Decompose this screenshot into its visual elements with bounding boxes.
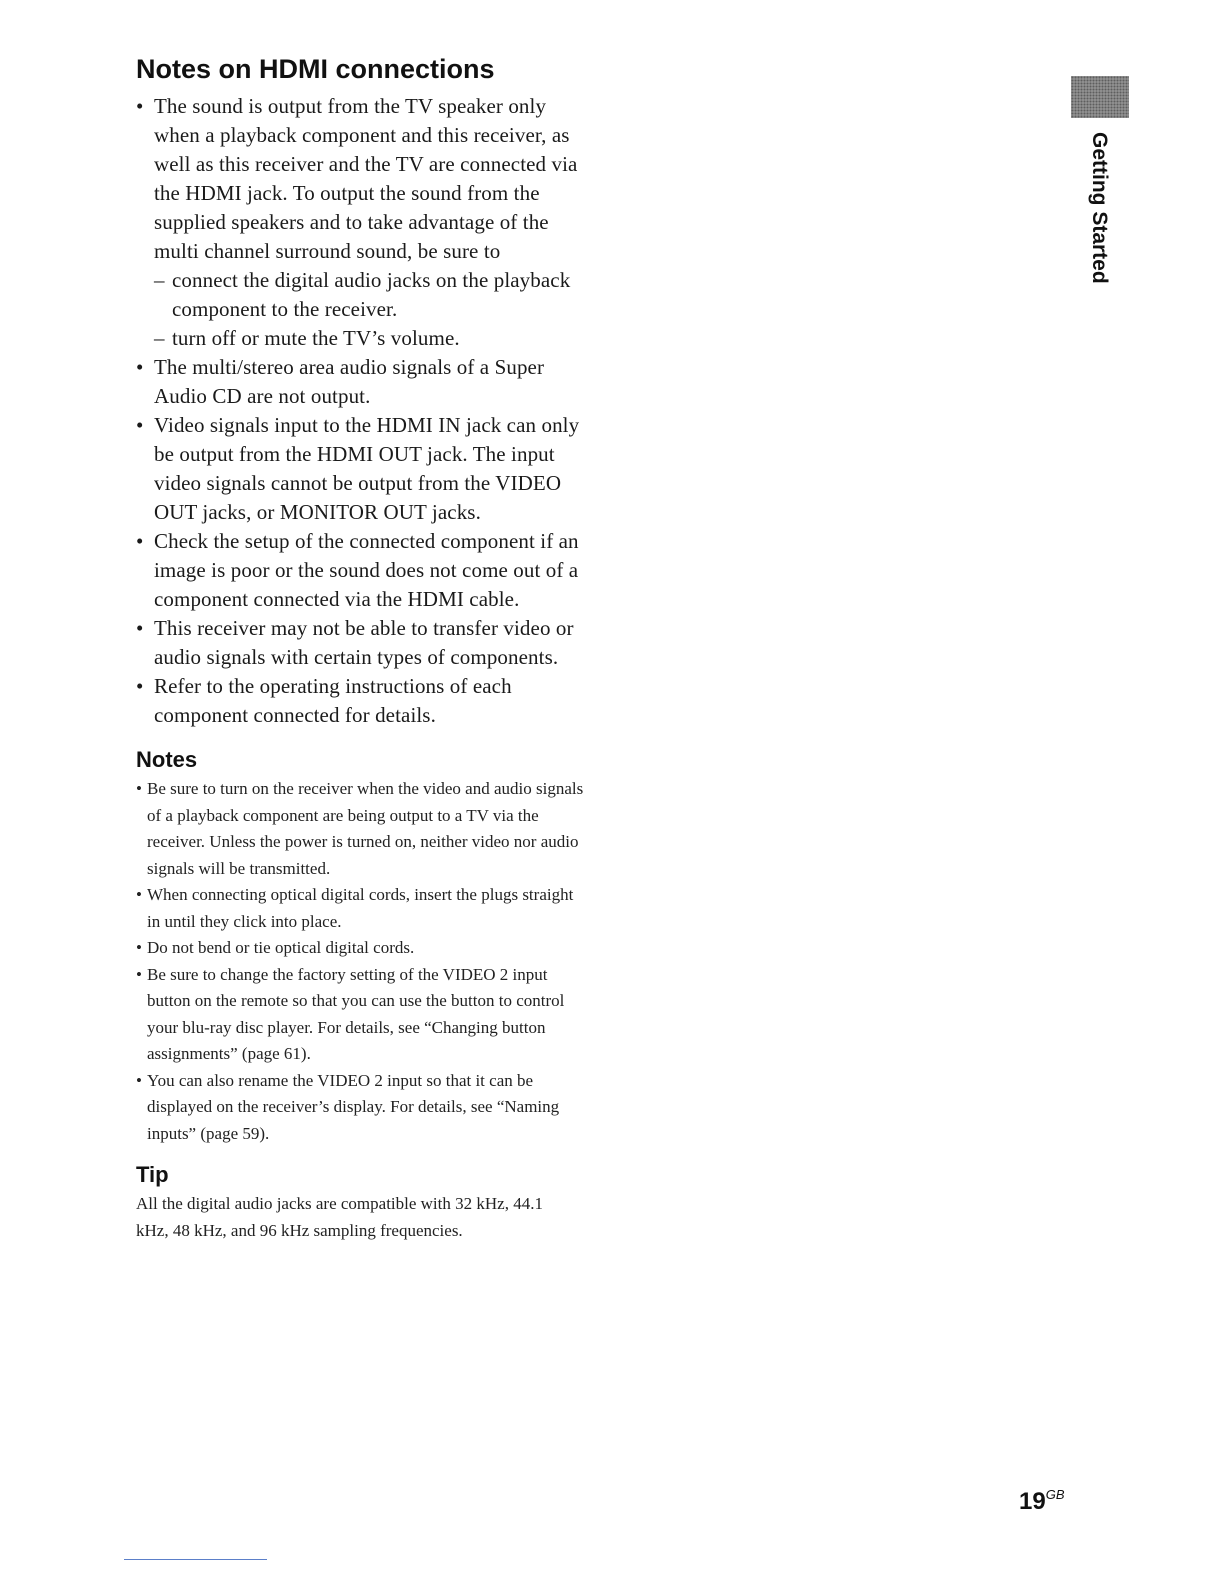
bullet-item [136,92,586,353]
tip-text: All the digital audio jacks are compatible with 32 kHz, 44.1 kHz, 48 kHz, and 96 kHz sampling frequencies. [136,1194,543,1240]
notes-list [136,776,586,1147]
bullet-item: • The multi/stereo area audio signals of a Super Audio CD are not output. [136,353,586,411]
main-column [136,52,586,1244]
tip-section [136,1161,586,1244]
footer-rule [124,1559,267,1560]
sub-item: – connect the digital audio jacks on the playback component to the receiver. [154,266,586,324]
section-heading: Notes on HDMI connections [136,54,495,84]
hdmi-notes-list [136,92,586,730]
page-number-value: 19 [1019,1488,1046,1515]
section-tab-marker [1071,76,1129,118]
sub-item: – turn off or mute the TV’s volume. [154,324,586,353]
side-section-label: Getting Started [1088,132,1111,284]
notes-heading: Notes [136,747,198,772]
note-item: • You can also rename the VIDEO 2 input so that it can be displayed on the receiver’s display. For details, see “Naming inputs” (page 59). [136,1068,586,1148]
bullet-item: • Video signals input to the HDMI IN jack can only be output from the HDMI OUT jack. The input video signals cannot be output from the VIDEO OUT jacks, or MONITOR OUT jacks. [136,411,586,527]
bullet-item: • This receiver may not be able to transfer video or audio signals with certain types of components. [136,614,586,672]
bullet-text: The sound is output from the TV speaker only when a playback component and this receiver, as well as this receiver and the TV are connected via the HDMI jack. To output the sound from the supplied speakers and to take advantage of the multi channel surround sound, be sure to [154,94,578,263]
page-number [1019,1487,1065,1516]
side-label-container [1084,132,1114,302]
note-item: • When connecting optical digital cords, insert the plugs straight in until they click into place. [136,882,586,935]
note-item: • Be sure to turn on the receiver when the video and audio signals of a playback component are being output to a TV via the receiver. Unless the power is turned on, neither video nor audio signals will be transmitted. [136,776,586,882]
bullet-item: • Refer to the operating instructions of each component connected for details. [136,672,586,730]
page-number-suffix: GB [1045,1487,1065,1502]
sub-list [154,266,586,353]
tip-heading: Tip [136,1162,169,1187]
note-item: • Be sure to change the factory setting of the VIDEO 2 input button on the remote so that you can use the button to control your blu-ray disc player. For details, see “Changing button assignments” (page 61). [136,962,586,1068]
bullet-item: • Check the setup of the connected component if an image is poor or the sound does not come out of a component connected via the HDMI cable. [136,527,586,614]
note-item: • Do not bend or tie optical digital cords. [136,935,586,962]
notes-section [136,746,586,1147]
